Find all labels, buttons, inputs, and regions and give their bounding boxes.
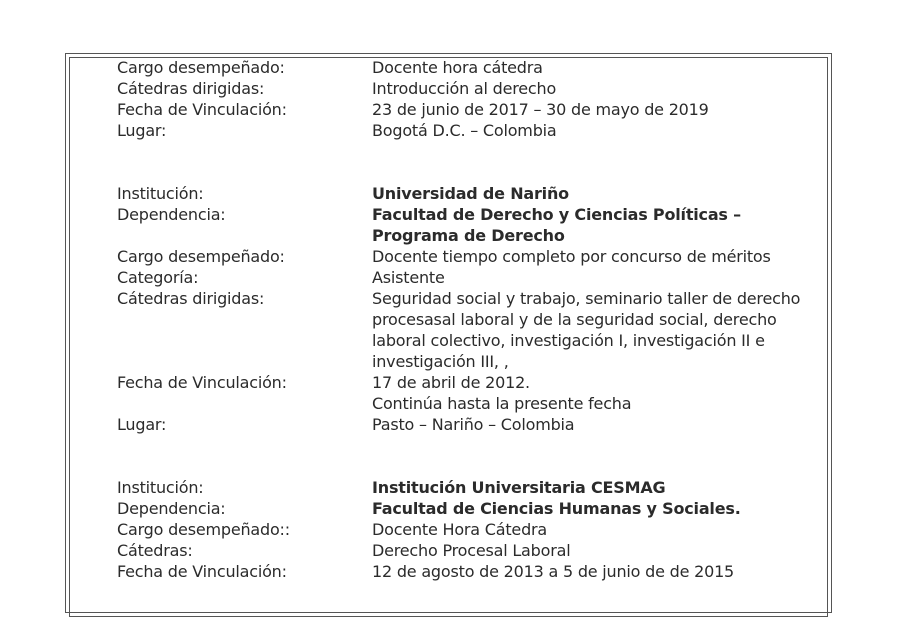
- lugar-label: Lugar:: [117, 415, 167, 434]
- cargo-label: Cargo desempeñado::: [117, 520, 290, 539]
- experience-entry-3: [117, 477, 832, 582]
- entry-row: [117, 561, 832, 582]
- catedras-value: Introducción al derecho: [372, 79, 557, 98]
- catedras-label: Cátedras:: [117, 541, 193, 560]
- dependencia-value: Facultad de Derecho y Ciencias Políticas – Programa de Derecho: [372, 205, 741, 245]
- spacer: [117, 435, 832, 477]
- entry-row: [117, 120, 832, 141]
- spacer: [117, 141, 832, 183]
- institucion-label: Institución:: [117, 184, 204, 203]
- entry-row: [117, 267, 832, 288]
- categoria-label: Categoría:: [117, 268, 199, 287]
- lugar-value: Bogotá D.C. – Colombia: [372, 121, 557, 140]
- institucion-value: Institución Universitaria CESMAG: [372, 478, 666, 497]
- fecha-value: 12 de agosto de 2013 a 5 de junio de de 2015: [372, 562, 735, 581]
- institucion-value: Universidad de Nariño: [372, 184, 569, 203]
- fecha-value: [372, 372, 832, 414]
- entry-row: [117, 498, 832, 519]
- cargo-label: Cargo desempeñado:: [117, 58, 285, 77]
- fecha-value: 23 de junio de 2017 – 30 de mayo de 2019: [372, 100, 709, 119]
- cargo-value: Docente Hora Cátedra: [372, 520, 548, 539]
- cargo-value: Docente tiempo completo por concurso de méritos: [372, 247, 771, 266]
- entry-row: [117, 99, 832, 120]
- catedras-value: Derecho Procesal Laboral: [372, 541, 571, 560]
- entry-row: [117, 246, 832, 267]
- cargo-label: Cargo desempeñado:: [117, 247, 285, 266]
- catedras-label: Cátedras dirigidas:: [117, 79, 265, 98]
- entry-row: [117, 372, 832, 414]
- entry-row: [117, 183, 832, 204]
- lugar-value: Pasto – Nariño – Colombia: [372, 415, 575, 434]
- entry-row: [117, 57, 832, 78]
- experience-entry-2: [117, 183, 832, 435]
- fecha-date: 17 de abril de 2012.: [372, 373, 530, 392]
- institucion-label: Institución:: [117, 478, 204, 497]
- entry-row: [117, 414, 832, 435]
- dependencia-value: Facultad de Ciencias Humanas y Sociales.: [372, 499, 741, 518]
- fecha-label: Fecha de Vinculación:: [117, 100, 287, 119]
- entry-row: [117, 288, 832, 372]
- entry-row: [117, 540, 832, 561]
- cargo-value: Docente hora cátedra: [372, 58, 543, 77]
- categoria-value: Asistente: [372, 268, 445, 287]
- experience-entry-1: [117, 57, 832, 141]
- fecha-continua: Continúa hasta la presente fecha: [372, 394, 632, 413]
- entry-row: [117, 78, 832, 99]
- cv-experience-section: [117, 57, 832, 582]
- fecha-label: Fecha de Vinculación:: [117, 562, 287, 581]
- lugar-label: Lugar:: [117, 121, 167, 140]
- entry-row: [117, 519, 832, 540]
- catedras-value: Seguridad social y trabajo, seminario taller de derecho procesasal laboral y de la seguridad social, derecho laboral colectivo, investigación I, investigación II e investigación III, ,: [372, 289, 801, 371]
- fecha-label: Fecha de Vinculación:: [117, 373, 287, 392]
- catedras-label: Cátedras dirigidas:: [117, 289, 265, 308]
- dependencia-label: Dependencia:: [117, 205, 226, 224]
- entry-row: [117, 477, 832, 498]
- dependencia-label: Dependencia:: [117, 499, 226, 518]
- entry-row: [117, 204, 832, 246]
